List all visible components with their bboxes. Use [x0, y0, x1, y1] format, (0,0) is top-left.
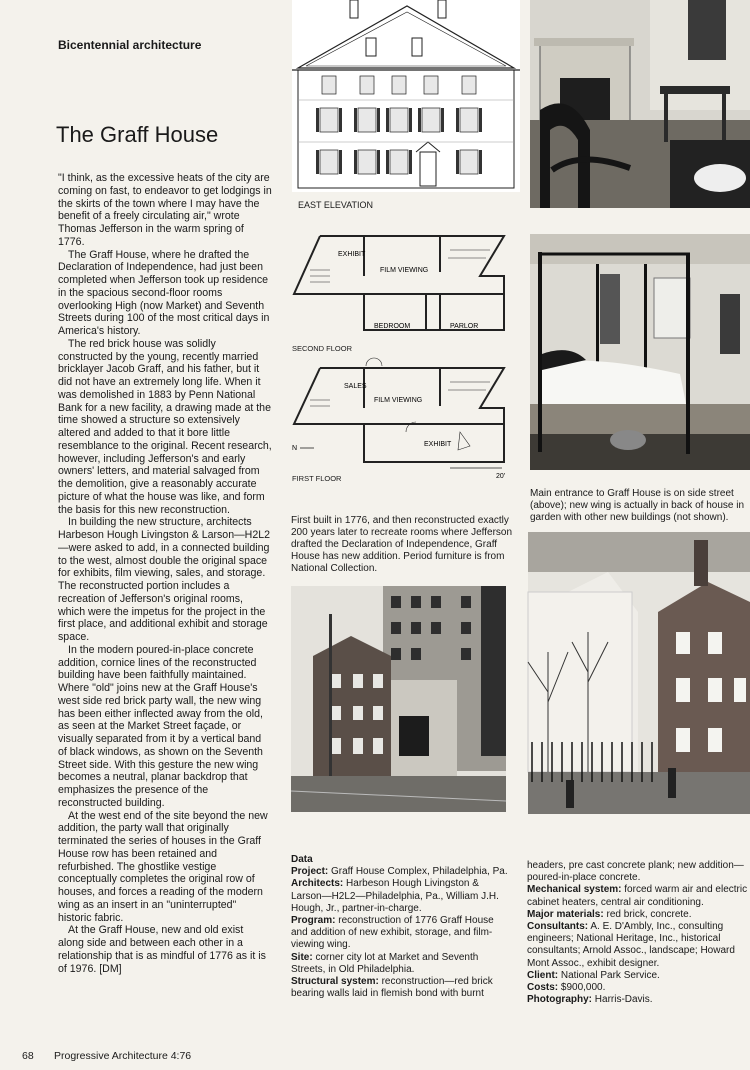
body-paragraph: In building the new structure, architects Harbeson Hough Livingston & Larson—H2L2—were asked to add, in a connected building to the west, almost double the original space for exhibits, film viewing, sales, and storage. The reconstructed portion includes a recreation of Jefferson's original rooms, which were the impetus for the project in the first place, and additional exhibit and storage space.	[58, 516, 271, 643]
interior-fireplace-photo	[530, 0, 750, 208]
scale-label: 20'	[496, 473, 506, 480]
room-label-exhibit: EXHIBIT	[338, 251, 366, 258]
north-label: N	[292, 445, 298, 452]
data-item: Client: National Park Service.	[527, 969, 660, 981]
body-paragraph: The Graff House, where he drafted the Declaration of Independence, had just been completed when Jefferson took up residence in the spacious second-floor rooms overlooking High (now Market) and Seventh Streets during 100 of the most critical days in America's history.	[58, 248, 270, 337]
street-view-photo	[291, 586, 506, 812]
body-paragraph: The red brick house was solidly constructed by the young, recently married bricklayer Jacob Graff, and his father, but it did not have an extremely long life. When it was demolished in 1883 by Penn National Bank for a new facility, a drawing made at the time showed a structure so extensively altered and added to that it bore little resemblance to the original. Recent research, however, including Jefferson's and early owners' letters, and material salvaged from the demolition, give a reasonably accurate picture of what the house was like, and form the basis for this new reconstruction.	[58, 337, 272, 516]
data-item: Project: Graff House Complex, Philadelphia, Pa.	[291, 866, 508, 878]
bedroom-photo	[530, 234, 750, 470]
photo-caption-middle: First built in 1776, and then reconstructed exactly 200 years later to recreate rooms where Jefferson drafted the Declaration of Independence, Graff House has new addition. Period furniture is from National Collection.	[291, 515, 513, 574]
page-number: 68	[22, 1050, 34, 1062]
room-label-film-viewing: FILM VIEWING	[380, 267, 429, 274]
body-paragraph: At the Graff House, new and old exist along side and between each other in a relationship that is as mindful of 1776 as it is of 1976. [DM]	[58, 924, 266, 975]
data-item: Program: reconstruction of 1776 Graff House and addition of new exhibit, storage, and film-viewing wing.	[291, 915, 494, 951]
data-continuation: headers, pre cast concrete plank; new addition—poured-in-place concrete.	[527, 860, 744, 884]
east-elevation-drawing	[292, 0, 520, 192]
data-section-continued	[527, 860, 749, 1006]
data-item: Costs: $900,000.	[527, 982, 606, 994]
data-section	[291, 854, 509, 1000]
room-label-film-viewing-first: FILM VIEWING	[374, 397, 423, 404]
data-item: Consultants: A. E. D'Ambly, Inc., consulting engineers; National Heritage, Inc., historical consultants; Arnold Assoc., landscape; Howard Mont Assoc., exhibit designer.	[527, 921, 735, 969]
second-floor-label: SECOND FLOOR	[292, 344, 353, 353]
data-item: Architects: Harbeson Hough Livingston & Larson—H2L2—Philadelphia, Pa., William J.H. Hough, Jr., partner-in-charge.	[291, 878, 499, 914]
data-item: Photography: Harris-Davis.	[527, 994, 653, 1006]
data-item: Structural system: reconstruction—red brick bearing walls laid in flemish bond with burnt	[291, 976, 493, 1000]
second-floor-plan	[290, 228, 510, 340]
room-label-parlor: PARLOR	[450, 323, 479, 330]
elevation-label: EAST ELEVATION	[298, 200, 374, 210]
room-label-bedroom: BEDROOM	[374, 323, 411, 330]
data-item: Mechanical system: forced warm air and electric cabinet heaters, central air conditioning.	[527, 884, 748, 908]
article-title: The Graff House	[56, 122, 219, 147]
data-item: Major materials: red brick, concrete.	[527, 908, 692, 920]
data-item: Site: corner city lot at Market and Seventh Streets, in Old Philadelphia.	[291, 951, 479, 975]
photo-caption-right: Main entrance to Graff House is on side street (above); new wing is actually in back of house in garden with other new buildings (not shown).	[530, 488, 745, 523]
room-label-sales: SALES	[344, 383, 367, 390]
room-label-exhibit-first: EXHIBIT	[424, 441, 452, 448]
body-paragraph: At the west end of the site beyond the new addition, the party wall that originally terminated the series of houses in the Graff House row has been retained and refurbished. The ghostlike vestige conceptually completes the original row of houses, and forces a reading of the modern wing as an insert in an "uninterrupted" historic fabric.	[58, 809, 268, 924]
section-kicker: Bicentennial architecture	[58, 38, 202, 52]
article-body	[58, 172, 272, 975]
body-paragraph: "I think, as the excessive heats of the city are coming on fast, to endeavor to get lodgings in the skirts of the town where I may have the benefit of a freely circulating air," wrote Thomas Jefferson in the warm spring of 1776.	[58, 172, 272, 248]
first-floor-label: FIRST FLOOR	[292, 474, 342, 483]
body-paragraph: In the modern poured-in-place concrete addition, cornice lines of the reconstructed building have been faithfully maintained. Where "old" joins new at the Graff House's west side red brick party wall, the new wing has been either inflected away from the old, as seen at the Market Street façade, or visually separated from it by a vertical band of black windows, as shown on the Seventh Street side. With this gesture the new wing becomes a neutral, planar backdrop that emphasizes the presence of the reconstructed building.	[58, 643, 263, 809]
data-heading: Data	[291, 854, 313, 865]
brick-houses-photo	[528, 532, 750, 814]
publication-name: Progressive Architecture 4:76	[54, 1050, 192, 1062]
